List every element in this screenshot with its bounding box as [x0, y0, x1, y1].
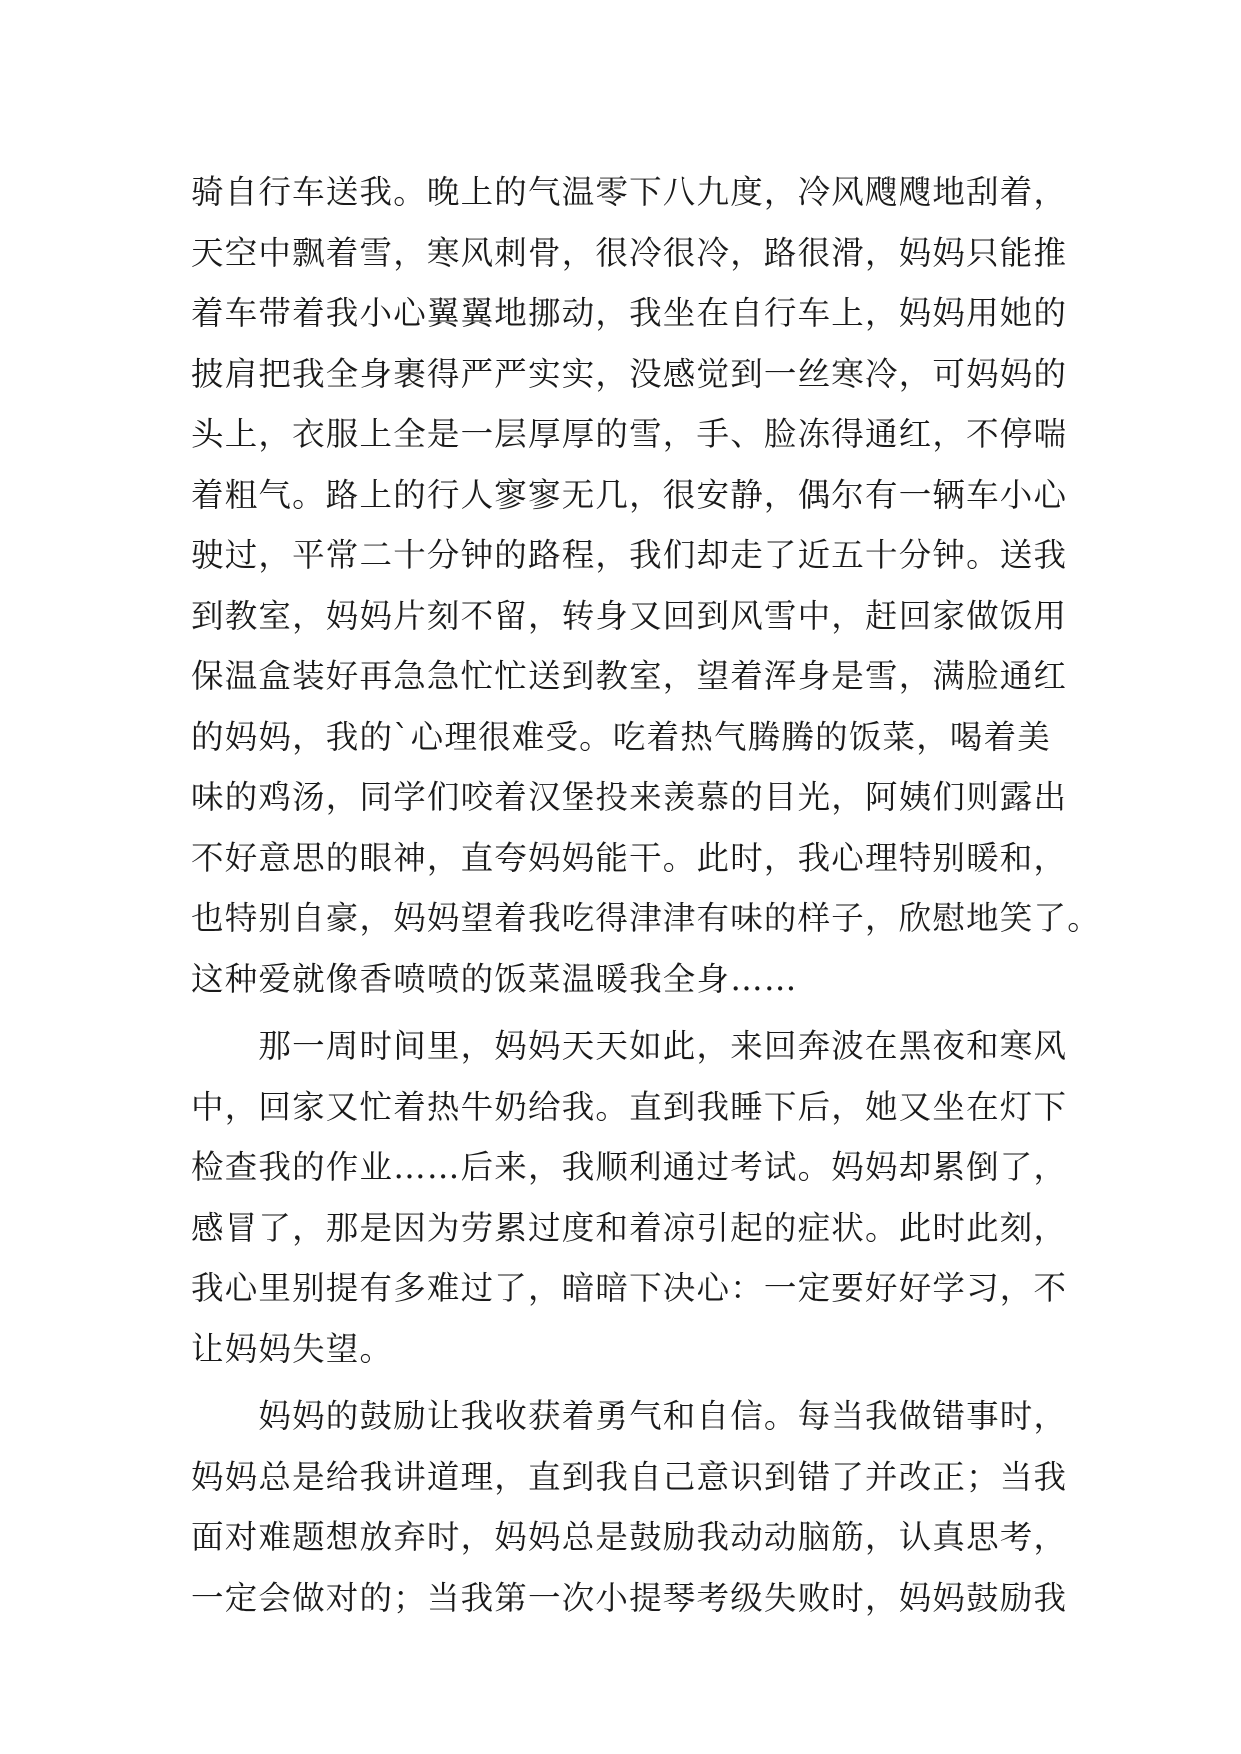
- paragraph-gap: [191, 1009, 1051, 1016]
- text-line: 检查我的作业……后来，我顺利通过考试。妈妈却累倒了，: [191, 1148, 1068, 1186]
- text-line: 这种爱就像香喷喷的饭菜温暖我全身……: [191, 959, 798, 998]
- paragraph: [191, 1386, 1068, 1628]
- text-line: 保温盒装好再急急忙忙送到教室，望着浑身是雪，满脸通红: [191, 657, 1068, 695]
- text-line: 面对难题想放弃时，妈妈总是鼓励我动动脑筋，认真思考，: [191, 1518, 1068, 1556]
- text-line: 头上，衣服上全是一层厚厚的雪，手、脸冻得通红，不停喘: [191, 415, 1068, 453]
- paragraph-gap: [191, 1379, 1051, 1386]
- text-line: 不好意思的眼神，直夸妈妈能干。此时，我心理特别暖和，: [191, 838, 1068, 877]
- text-line: 味的鸡汤，同学们咬着汉堡投来羡慕的目光，阿姨们则露出: [191, 778, 1068, 816]
- text-line: 驶过，平常二十分钟的路程，我们却走了近五十分钟。送我: [191, 536, 1068, 574]
- text-line: 到教室，妈妈片刻不留，转身又回到风雪中，赶回家做饭用: [191, 596, 1068, 635]
- document-body: [191, 162, 1101, 1628]
- paragraph: [191, 162, 1101, 1009]
- text-line: 妈妈总是给我讲道理，直到我自己意识到错了并改正；当我: [191, 1457, 1068, 1496]
- text-line: 我心里别提有多难过了，暗暗下决心：一定要好好学习，不: [191, 1269, 1068, 1307]
- text-line: 感冒了，那是因为劳累过度和着凉引起的症状。此时此刻，: [191, 1208, 1068, 1247]
- paragraph: [191, 1016, 1068, 1379]
- text-line: 妈妈的鼓励让我收获着勇气和自信。每当我做错事时，: [191, 1397, 1068, 1435]
- text-line: 中，回家又忙着热牛奶给我。直到我睡下后，她又坐在灯下: [191, 1087, 1068, 1126]
- text-line: 着车带着我小心翼翼地挪动，我坐在自行车上，妈妈用她的: [191, 294, 1068, 332]
- text-line: 天空中飘着雪，寒风刺骨，很冷很冷，路很滑，妈妈只能推: [191, 233, 1068, 272]
- text-line: 一定会做对的；当我第一次小提琴考级失败时，妈妈鼓励我: [191, 1578, 1068, 1617]
- text-line: 披肩把我全身裹得严严实实，没感觉到一丝寒冷，可妈妈的: [191, 354, 1068, 393]
- text-line: 骑自行车送我。晚上的气温零下八九度，冷风飕飕地刮着，: [191, 173, 1068, 211]
- text-line: 那一周时间里，妈妈天天如此，来回奔波在黑夜和寒风: [191, 1027, 1068, 1065]
- text-line: 着粗气。路上的行人寥寥无几，很安静，偶尔有一辆车小心: [191, 475, 1068, 514]
- text-line: 让妈妈失望。: [191, 1329, 394, 1368]
- text-line: 也特别自豪，妈妈望着我吃得津津有味的样子，欣慰地笑了。: [191, 899, 1101, 937]
- text-line: 的妈妈，我的`心理很难受。吃着热气腾腾的饭菜，喝着美: [191, 717, 1051, 756]
